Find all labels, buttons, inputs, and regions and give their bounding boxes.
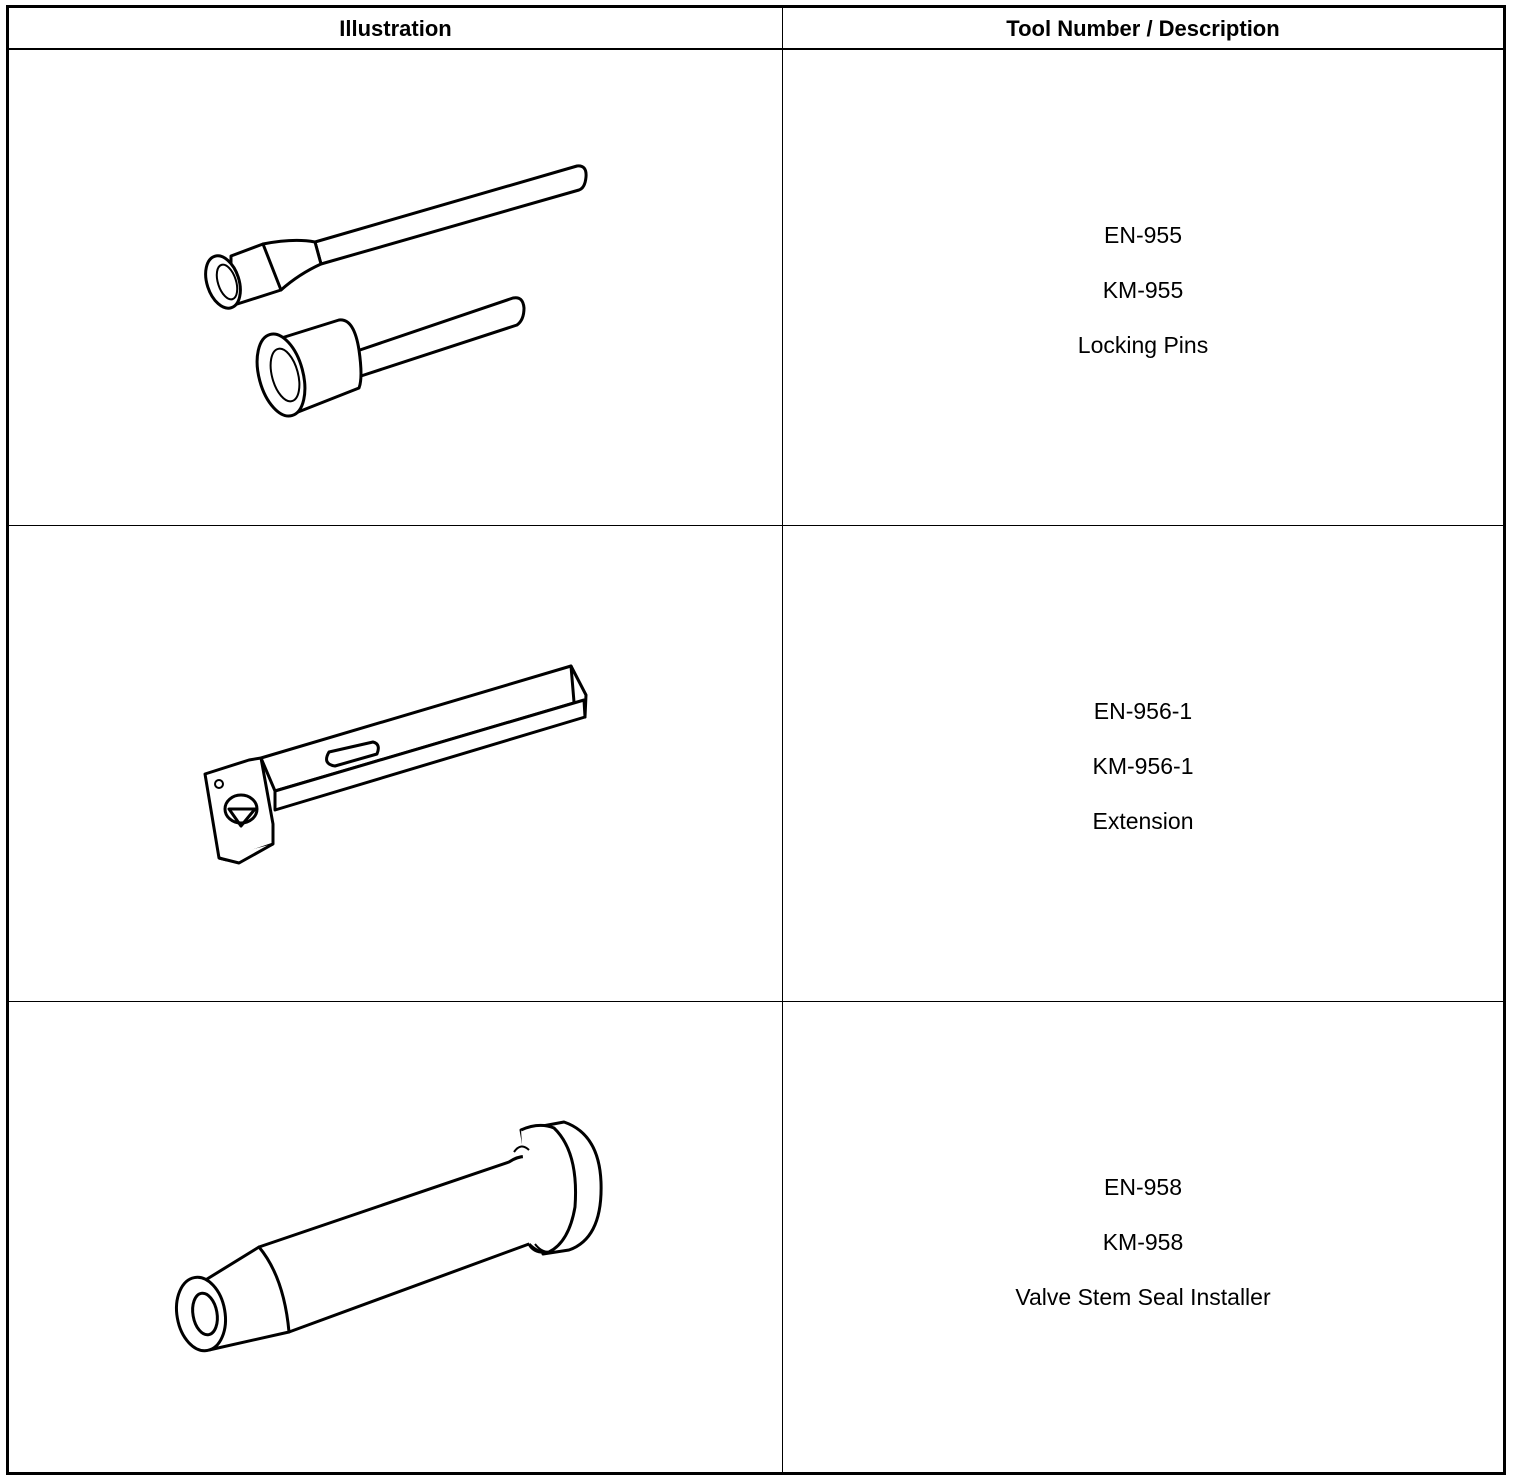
table-row xyxy=(9,1002,1503,1472)
valve-stem-seal-installer-illustration xyxy=(9,1002,782,1472)
table-row xyxy=(9,526,1503,1002)
tool-number-en: EN-955 xyxy=(1104,222,1182,248)
header-illustration: Illustration xyxy=(339,16,452,41)
locking-pins-illustration xyxy=(9,50,782,525)
tool-number-km: KM-956-1 xyxy=(1092,753,1194,779)
tool-description-cell xyxy=(783,50,1503,525)
extension-illustration xyxy=(9,526,782,1001)
tool-description: Locking Pins xyxy=(1077,332,1209,358)
tool-number-en: EN-958 xyxy=(1104,1174,1182,1200)
table-row xyxy=(9,50,1503,526)
header-tool-description: Tool Number / Description xyxy=(1006,16,1280,41)
special-tools-table xyxy=(6,5,1506,1475)
tool-description: Extension xyxy=(1092,808,1194,834)
tool-number-en: EN-956-1 xyxy=(1093,698,1193,724)
tool-description-cell xyxy=(783,526,1503,1001)
tool-number-km: KM-958 xyxy=(1102,1229,1184,1255)
tool-description: Valve Stem Seal Installer xyxy=(1015,1284,1271,1310)
tool-number-km: KM-955 xyxy=(1102,277,1184,303)
tool-description-cell xyxy=(783,1002,1503,1472)
table-header-row xyxy=(9,8,1503,50)
